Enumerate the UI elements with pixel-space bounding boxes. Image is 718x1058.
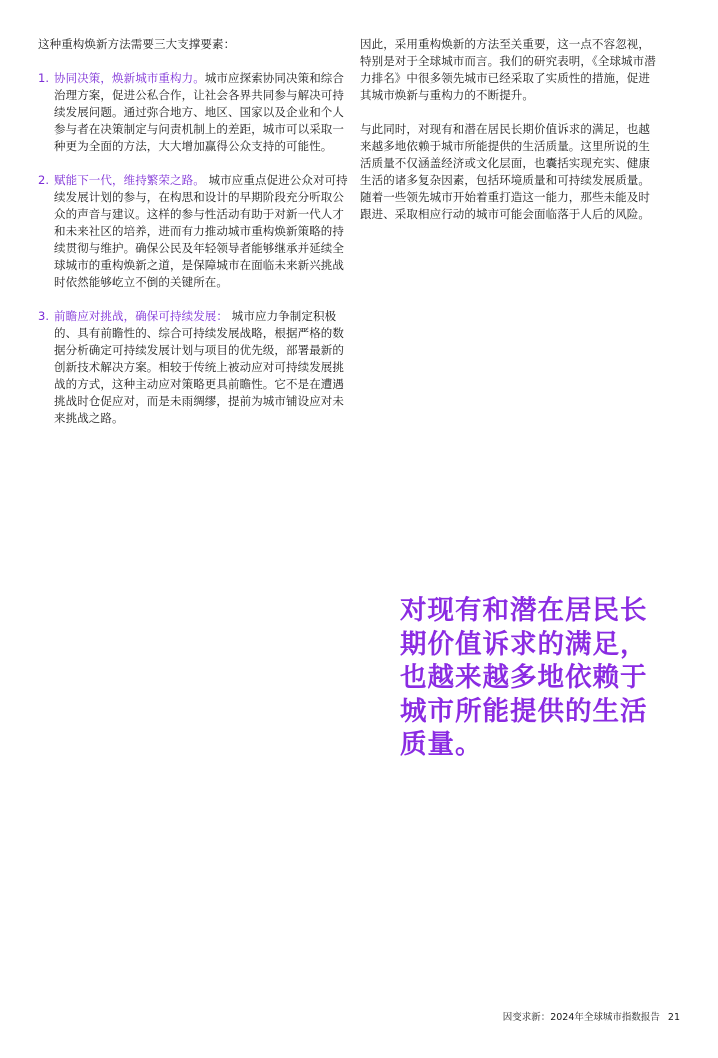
point-body: 城市应力争制定积极的、具有前瞻性的、综合可持续发展战略，根据严格的数据分析确定可持续发展计划与项目的优先级，部署最新的创新技术解决方案。相较于传统上被动应对可持续发展挑战的方式，这种主动应对策略更具前瞻性。它不是在遭遇挑战时仓促应对，而是未雨绸缪，提前为城市铺设应对未来挑战之路。 — [54, 309, 344, 425]
page-footer — [503, 1009, 680, 1023]
intro-text: 这种重构焕新方法需要三大支撑要素： — [38, 37, 236, 51]
point-body: 城市应重点促进公众对可持续发展计划的参与，在构思和设计的早期阶段充分听取公众的声音与建议。这样的参与性活动有助于对新一代人才和未来社区的培养，进而有力推动城市重构焕新策略的持续贯彻与维护。确保公民及年轻领导者能够继承并延续全球城市的重构焕新之道，是保障城市在面临未来新兴挑战时依然能够屹立不倒的关键所在。 — [54, 173, 348, 289]
point-number: 2. — [38, 173, 50, 187]
right-column — [360, 36, 660, 240]
support-points-list — [38, 70, 348, 427]
footer-report-title: 因变求新：2024年全球城市指数报告 — [502, 1012, 660, 1023]
point-lead: 协同决策，焕新城市重构力。 — [54, 71, 205, 85]
list-item — [38, 70, 348, 155]
point-lead: 赋能下一代，维持繁荣之路。 — [54, 173, 205, 187]
body-paragraph: 因此，采用重构焕新的方法至关重要，这一点不容忽视，特别是对于全球城市而言。我们的研究表明，《全球城市潜力排名》中很多领先城市已经采取了实质性的措施，促进其城市焕新与重构力的不断提升。 — [360, 37, 656, 102]
list-item — [38, 308, 348, 427]
body-paragraph: 与此同时，对现有和潜在居民长期价值诉求的满足，也越来越多地依赖于城市所能提供的生活质量。这里所说的生活质量不仅涵盖经济或文化层面，也囊括实现充实、健康生活的诸多复杂因素，包括环境质量和可持续发展质量。随着一些领先城市开始着重打造这一能力，那些未能及时跟进、采取相应行动的城市可能会面临落于人后的风险。 — [360, 122, 650, 221]
point-body: 城市应探索协同决策和综合治理方案，促进公私合作，让社会各界共同参与解决可持续发展问题。通过弥合地方、地区、国家以及企业和个人参与者在决策制定与问责机制上的差距，城市可以采取一种更为全面的方法，大大增加赢得公众支持的可能性。 — [54, 71, 345, 153]
point-number: 1. — [38, 71, 50, 85]
point-number: 3. — [38, 309, 50, 323]
point-lead: 前瞻应对挑战，确保可持续发展： — [54, 309, 228, 323]
page-number: 21 — [667, 1012, 680, 1023]
list-item — [38, 172, 348, 291]
pull-quote: 对现有和潜在居民长期价值诉求的满足，也越来越多地依赖于城市所能提供的生活质量。 — [400, 595, 648, 760]
left-column — [38, 36, 348, 444]
